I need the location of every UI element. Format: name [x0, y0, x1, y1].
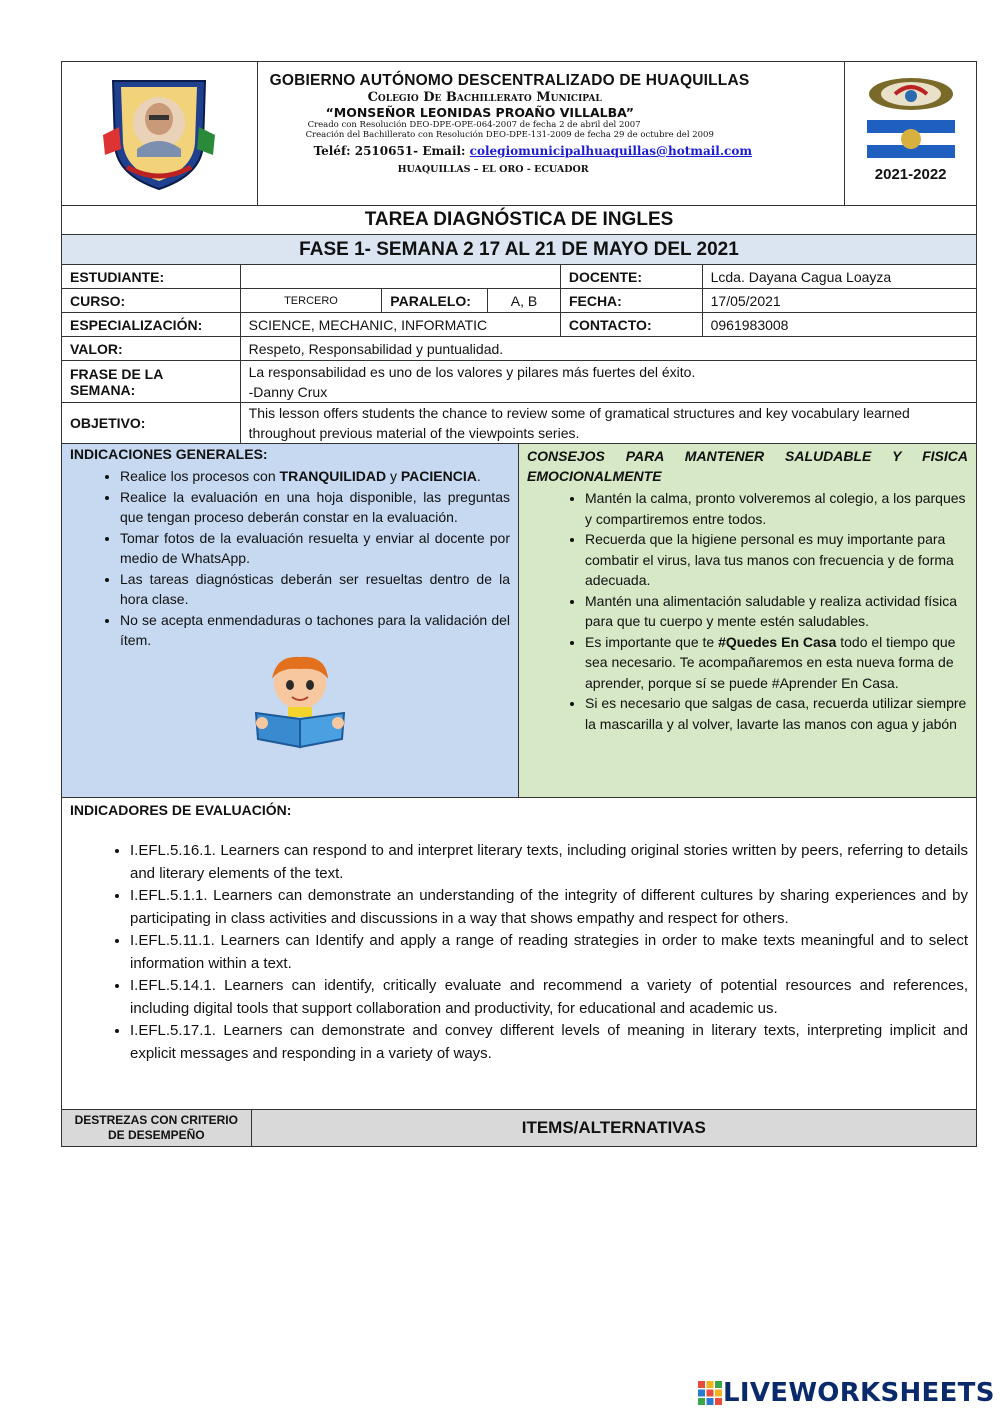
list-item: • No se acepta enmendaduras o tachones para la validación del ítem. — [120, 610, 510, 651]
location-text: HUAQUILLAS – EL ORO - ECUADOR — [397, 164, 589, 175]
value-label: VALOR: — [62, 337, 241, 360]
course-value: TERCERO — [241, 289, 383, 312]
list-item: • Si es necesario que salgas de casa, recuerda utilizar siempre la mascarilla y al volver, lavarte las manos con agua y jabón — [585, 693, 968, 734]
objective-text: This lesson offers students the chance to review some of gramatical structures and key vocabulary learned throughout previous material of the viewpoints series. — [248, 405, 910, 441]
list-item: • I.EFL.5.1.1. Learners can demonstrate an understanding of the integrity of different cultures by sharing experiences and by participating in class activities and discussions in a way that shows empathy and respect for others. — [130, 885, 968, 930]
skills-header-line1: DESTREZAS CON CRITERIO — [74, 1113, 238, 1127]
skills-header-row — [62, 1110, 976, 1146]
list-item: • I.EFL.5.16.1. Learners can respond to and interpret literary texts, including original stories written by peers, referring to details and literary elements of the text. — [130, 840, 968, 885]
general-instructions-panel — [62, 444, 519, 797]
phone-text: Teléf: 2510651- Email: — [313, 144, 470, 158]
list-item: • I.EFL.5.14.1. Learners can identify, critically evaluate and recommend a variety of potential resources and references, including digital tools that support collaboration and productivity, for educational and academic us. — [130, 975, 968, 1020]
course-label: CURSO: — [62, 289, 241, 312]
liveworksheets-logo-icon — [697, 1380, 723, 1406]
date-value: 17/05/2021 — [710, 292, 781, 309]
huaquillas-flag-icon — [865, 118, 957, 160]
list-item: • Mantén la calma, pronto volveremos al colegio, a los parques y compartiremos entre todos. — [585, 488, 968, 529]
items-header: ITEMS/ALTERNATIVAS — [521, 1118, 706, 1137]
phrase-text: La responsabilidad es uno de los valores y pilares más fuertes del éxito. — [248, 363, 696, 380]
list-item: • Las tareas diagnósticas deberán ser resueltas dentro de la hora clase. — [120, 569, 510, 610]
health-tips-list — [527, 488, 968, 734]
contact-value: 0961983008 — [710, 316, 789, 333]
creation-resolution: Creado con Resolución DEO-DPE-OPE-064-2007 de fecha 2 de abril del 2007 — [307, 120, 641, 130]
bachillerato-resolution: Creación del Bachillerato con Resolución DEO-DPE-131-2009 de fecha 29 de octubre del 2009 — [305, 130, 714, 140]
health-tips-title: CONSEJOS PARA MANTENER SALUDABLE Y FISICA EMOCIONALMENTE — [527, 448, 968, 484]
student-label: ESTUDIANTE: — [62, 265, 241, 288]
instructions-row — [62, 444, 976, 798]
student-row — [62, 265, 976, 289]
value-text: Respeto, Responsabilidad y puntualidad. — [248, 340, 504, 357]
list-item: • I.EFL.5.17.1. Learners can demonstrate and convey different levels of meaning in literary texts, interpreting implicit and explicit messages and responding in a variety of ways. — [130, 1020, 968, 1065]
parallel-label: PARALELO: — [382, 289, 488, 312]
school-header — [62, 62, 976, 206]
school-logo-cell — [62, 62, 258, 205]
objective-row — [62, 403, 976, 444]
evaluation-indicators-title: INDICADORES DE EVALUACIÓN: — [70, 802, 292, 818]
instruction-text: y — [386, 468, 401, 484]
teacher-value: Lcda. Dayana Cagua Loayza — [710, 268, 892, 285]
instruction-text: . — [476, 468, 481, 484]
date-label: FECHA: — [561, 289, 703, 312]
year-cell — [845, 62, 976, 205]
school-year: 2021-2022 — [874, 166, 947, 183]
specialization-label: ESPECIALIZACIÓN: — [62, 313, 241, 336]
list-item: • Recuerda que la higiene personal es muy importante para combatir el virus, lava tus manos con frecuencia y de forma adecuada. — [585, 529, 968, 591]
specialization-value: SCIENCE, MECHANIC, INFORMATIC — [241, 313, 561, 336]
liveworksheets-watermark — [697, 1378, 995, 1408]
evaluation-indicators — [62, 798, 976, 1110]
student-field[interactable] — [241, 265, 561, 288]
value-row — [62, 337, 976, 361]
gov-name: GOBIERNO AUTÓNOMO DESCENTRALIZADO DE HUAQUILLAS — [269, 72, 750, 89]
phase-title: FASE 1- SEMANA 2 17 AL 21 DE MAYO DEL 2021 — [62, 235, 976, 265]
list-item: • Mantén una alimentación saludable y realiza actividad física para que tu cuerpo y mente estén saludables. — [585, 591, 968, 632]
reading-boy-icon — [250, 653, 350, 749]
tip-text: Es importante que te — [585, 633, 719, 650]
email-link[interactable]: colegiomunicipalhuaquillas@hotmail.com — [469, 144, 753, 158]
teacher-label: DOCENTE: — [561, 265, 703, 288]
evaluation-indicators-list — [70, 840, 968, 1065]
objective-label: OBJETIVO: — [62, 403, 241, 443]
parallel-value: A, B — [488, 289, 561, 312]
college-name: Colegio De Bachillerato Municipal — [367, 90, 602, 105]
health-tips-panel — [519, 444, 976, 797]
list-item: • Tomar fotos de la evaluación resuelta y enviar al docente por medio de WhatsApp. — [120, 528, 510, 569]
phrase-author: -Danny Crux — [248, 383, 328, 400]
list-item — [120, 466, 510, 487]
school-info-cell — [258, 62, 846, 205]
reading-boy-illustration — [90, 653, 510, 749]
skills-header-cell — [62, 1110, 252, 1146]
tip-text: todo el tiempo que sea necesario. Te acompañaremos en esta nueva forma de aprender, porque sí se puede #Aprender En Casa. — [585, 633, 956, 691]
general-instructions-title: INDICACIONES GENERALES: — [70, 446, 268, 462]
course-row — [62, 289, 976, 313]
list-item — [585, 632, 968, 694]
phrase-label: FRASE DE LA SEMANA: — [62, 361, 241, 402]
phrase-cell — [241, 361, 976, 402]
watermark-text: LIVEWORKSHEETS — [723, 1378, 995, 1408]
contact-line — [314, 144, 752, 158]
school-crest-icon — [99, 75, 219, 193]
instruction-bold: PACIENCIA — [400, 468, 477, 484]
specialization-row — [62, 313, 976, 337]
skills-header-line2: DE DESEMPEÑO — [107, 1128, 205, 1142]
monsenor-name: “MONSEÑOR LEONIDAS PROAÑO VILLALBA” — [325, 105, 634, 120]
list-item: • I.EFL.5.11.1. Learners can Identify and apply a range of reading strategies in order to make texts meaningful and to select information within a text. — [130, 930, 968, 975]
instruction-text: Realice los procesos con — [120, 468, 280, 484]
general-instructions-list — [70, 466, 510, 651]
municipal-seal-icon — [865, 72, 957, 112]
worksheet — [61, 61, 977, 1147]
instruction-bold: TRANQUILIDAD — [279, 468, 387, 484]
tip-bold: #Quedes En Casa — [718, 633, 837, 650]
task-title: TAREA DIAGNÓSTICA DE INGLES — [62, 206, 976, 235]
phrase-row — [62, 361, 976, 403]
contact-label: CONTACTO: — [561, 313, 703, 336]
list-item: • Realice la evaluación en una hoja disponible, las preguntas que tengan proceso deberán constar en la evaluación. — [120, 487, 510, 528]
